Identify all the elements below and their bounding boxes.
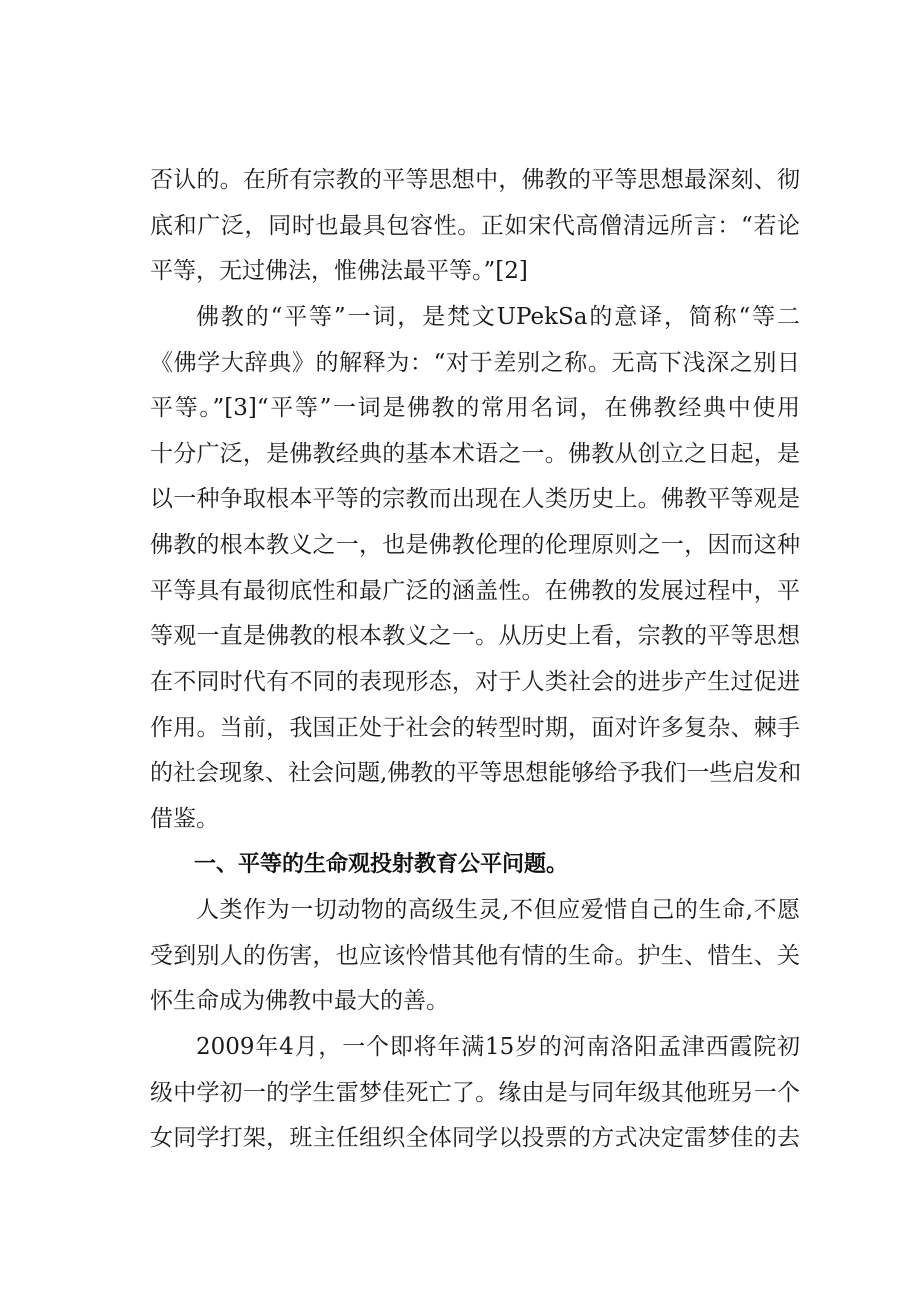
- section-heading: 一、平等的生命观投射教育公平问题。: [194, 852, 569, 877]
- paragraph-line: 的社会现象、社会问题,佛教的平等思想能够给予我们一些启发和: [150, 760, 802, 786]
- paragraph-line: 以一种争取根本平等的宗教而出现在人类历史上。佛教平等观是: [150, 486, 800, 512]
- paragraph-line: 作用。当前，我国正处于社会的转型时期，面对许多复杂、棘手: [150, 715, 800, 741]
- paragraph-line: 平等。”[3]“平等”一词是佛教的常用名词，在佛教经典中使用: [150, 395, 800, 421]
- paragraph-line: 怀生命成为佛教中最大的善。: [150, 988, 449, 1014]
- paragraph-line: 受到别人的伤害，也应该怜惜其他有情的生命。护生、惜生、关: [150, 943, 800, 969]
- paragraph-line: 平等具有最彻底性和最广泛的涵盖性。在佛教的发展过程中，平: [150, 578, 800, 604]
- paragraph-line: 级中学初一的学生雷梦佳死亡了。缘由是与同年级其他班另一个: [150, 1080, 800, 1106]
- paragraph-line: 佛教的“平等”一词，是梵文UPekSa的意译，简称“等二: [196, 304, 800, 330]
- paragraph-line: 2009年4月，一个即将年满15岁的河南洛阳孟津西霞院初: [196, 1034, 800, 1060]
- paragraph-line: 平等，无过佛法，惟佛法最平等。”[2]: [150, 258, 528, 284]
- paragraph-line: 否认的。在所有宗教的平等思想中，佛教的平等思想最深刻、彻: [150, 167, 800, 193]
- paragraph-line: 《佛学大辞典》的解释为：“对于差别之称。无高下浅深之别日: [150, 350, 800, 376]
- paragraph-line: 佛教的根本教义之一，也是佛教伦理的伦理原则之一，因而这种: [150, 532, 800, 558]
- paragraph-line: 十分广泛，是佛教经典的基本术语之一。佛教从创立之日起，是: [150, 441, 800, 467]
- paragraph-line: 在不同时代有不同的表现形态，对于人类社会的进步产生过促进: [150, 669, 800, 695]
- paragraph-line: 借鉴。: [150, 806, 219, 832]
- paragraph-line: 人类作为一切动物的高级生灵,不但应爱惜自己的生命,不愿: [196, 897, 800, 923]
- paragraph-line: 女同学打架，班主任组织全体同学以投票的方式决定雷梦佳的去: [150, 1125, 800, 1151]
- paragraph-line: 等观一直是佛教的根本教义之一。从历史上看，宗教的平等思想: [150, 623, 800, 649]
- paragraph-line: 底和广泛，同时也最具包容性。正如宋代高僧清远所言：“若论: [150, 213, 800, 239]
